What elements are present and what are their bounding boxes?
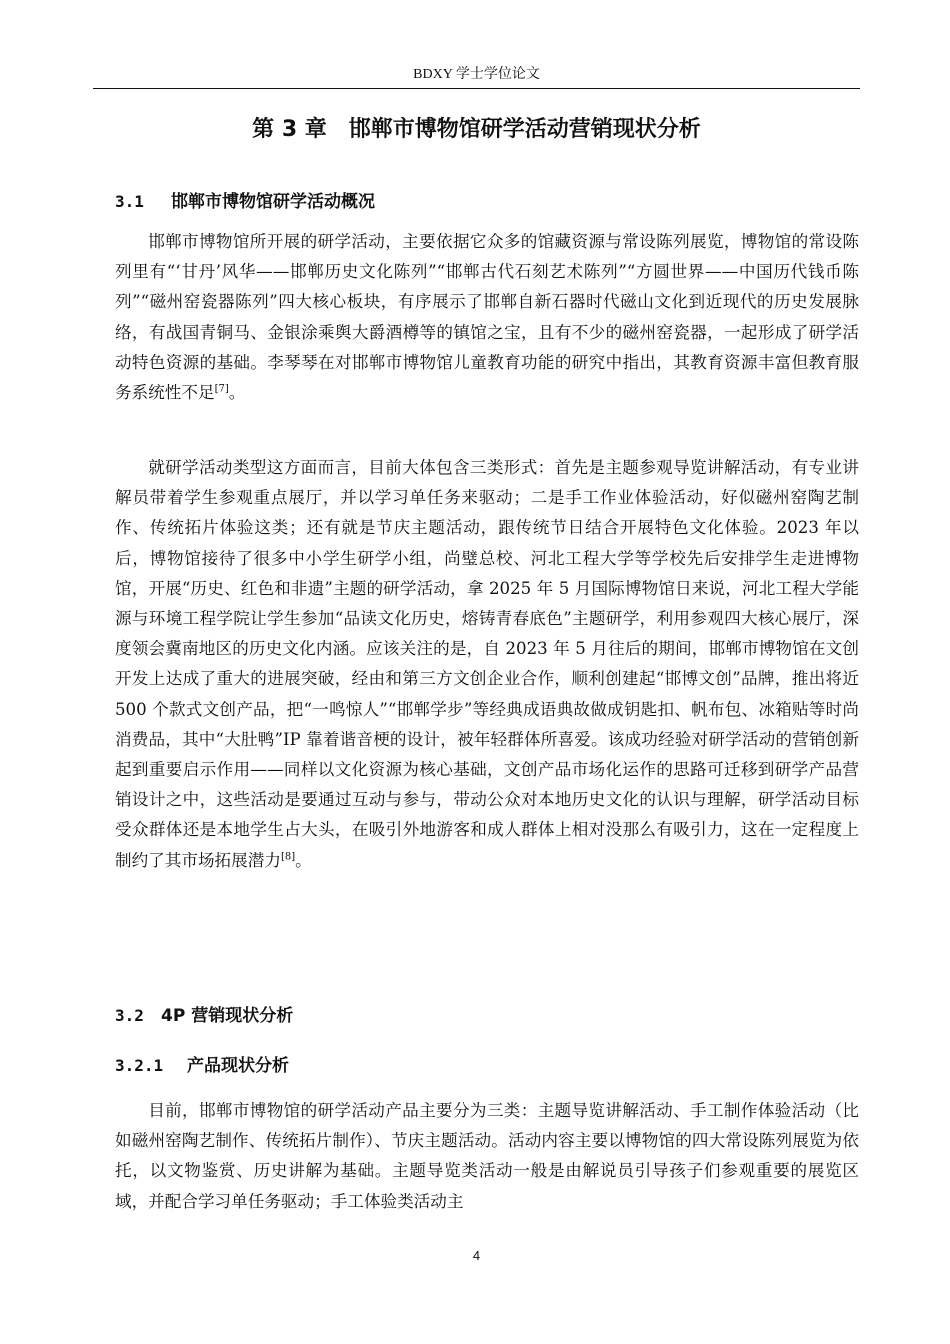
body-paragraph-3 <box>115 1096 859 1217</box>
subsection-number: 3.2.1 <box>115 1056 164 1075</box>
citation-ref: [7] <box>214 383 229 395</box>
section-number: 3.1 <box>115 192 144 211</box>
section-number: 3.2 <box>115 1006 144 1025</box>
body-paragraph-2 <box>115 453 859 876</box>
section-heading-3-1 <box>115 190 375 214</box>
header-rule <box>93 88 860 89</box>
citation-ref: [8] <box>280 851 296 863</box>
paragraph-text: 邯郸市博物馆所开展的研学活动，主要依据它众多的馆藏资源与常设陈列展览，博物馆的常设陈列里有“‘甘丹’风华——邯郸历史文化陈列”“邯郸古代石刻艺术陈列”“方圆世界——中国历代钱币陈列”“磁州窑瓷器陈列”四大核心板块，有序展示了邯郸自新石器时代磁山文化到近现代的历史发展脉络，有战国青铜马、金银涂乘舆大爵酒樽等的镇馆之宝，且有不少的磁州窑瓷器，一起形成了研学活动特色资源的基础。李琴琴在对邯郸市博物馆儿童教育功能的研究中指出，其教育资源丰富但教育服务系统性不足 <box>115 232 859 403</box>
section-title: 邯郸市博物馆研学活动概况 <box>171 192 375 212</box>
subsection-heading-3-2-1 <box>115 1054 289 1078</box>
paragraph-end: 。 <box>228 383 246 403</box>
running-header: BDXY 学士学位论文 <box>413 67 540 82</box>
section-heading-3-2 <box>115 1004 293 1028</box>
paragraph-end: 。 <box>295 850 312 870</box>
paragraph-text: 目前，邯郸市博物馆的研学活动产品主要分为三类：主题导览讲解活动、手工制作体验活动（比如磁州窑陶艺制作、传统拓片制作）、节庆主题活动。活动内容主要以博物馆的四大常设陈列展览为依托，以文物鉴赏、历史讲解为基础。主题导览类活动一般是由解说员引导孩子们参观重要的展览区域，并配合学习单任务驱动；手工体验类活动主 <box>115 1101 859 1211</box>
chapter-title: 第 3 章 邯郸市博物馆研学活动营销现状分析 <box>252 117 701 142</box>
paragraph-text: 就研学活动类型这方面而言，目前大体包含三类形式：首先是主题参观导览讲解活动，有专业讲解员带着学生参观重点展厅，并以学习单任务来驱动；二是手工作业体验活动，好似磁州窑陶艺制作、传统拓片体验这类；还有就是节庆主题活动，跟传统节日结合开展特色文化体验。2023 年以后，博物馆接待了很多中小学生研学小组，尚璧总校、河北工程大学等学校先后安排学生走进博物馆，开展“历史、红色和非遗”主题的研学活动，拿 2025 年 5 月国际博物馆日来说，河北工程大学能源与环境工程学院让学生参加“品读文化历史，熔铸青春底色”主题研学，利用参观四大核心展厅，深度领会冀南地区的历史文化内涵。应该关注的是，自 2023 年 5 月往后的期间，邯郸市博物馆在文创开发上达成了重大的进展突破，经由和第三方文创企业合作，顺利创建起“邯博文创”品牌，推出将近 500 个款式文创产品，把“一鸣惊人”“邯郸学步”等经典成语典故做成钥匙扣、帆布包、冰箱贴等时尚消费品，其中“大肚鸭”IP 靠着谐音梗的设计，被年轻群体所喜爱。该成功经验对研学活动的营销创新起到重要启示作用——同样以文化资源为核心基础，文创产品市场化运作的思路可迁移到研学产品营销设计之中，这些活动是要通过互动与参与，带动公众对本地历史文化的认识与理解，研学活动目标受众群体还是本地学生占大头，在吸引外地游客和成人群体上相对没那么有吸引力，这在一定程度上制约了其市场拓展潜力 <box>115 458 859 870</box>
body-paragraph-1 <box>115 227 859 408</box>
section-title: 4P 营销现状分析 <box>161 1006 294 1026</box>
subsection-title: 产品现状分析 <box>187 1056 289 1076</box>
page-number: 4 <box>472 1248 481 1263</box>
